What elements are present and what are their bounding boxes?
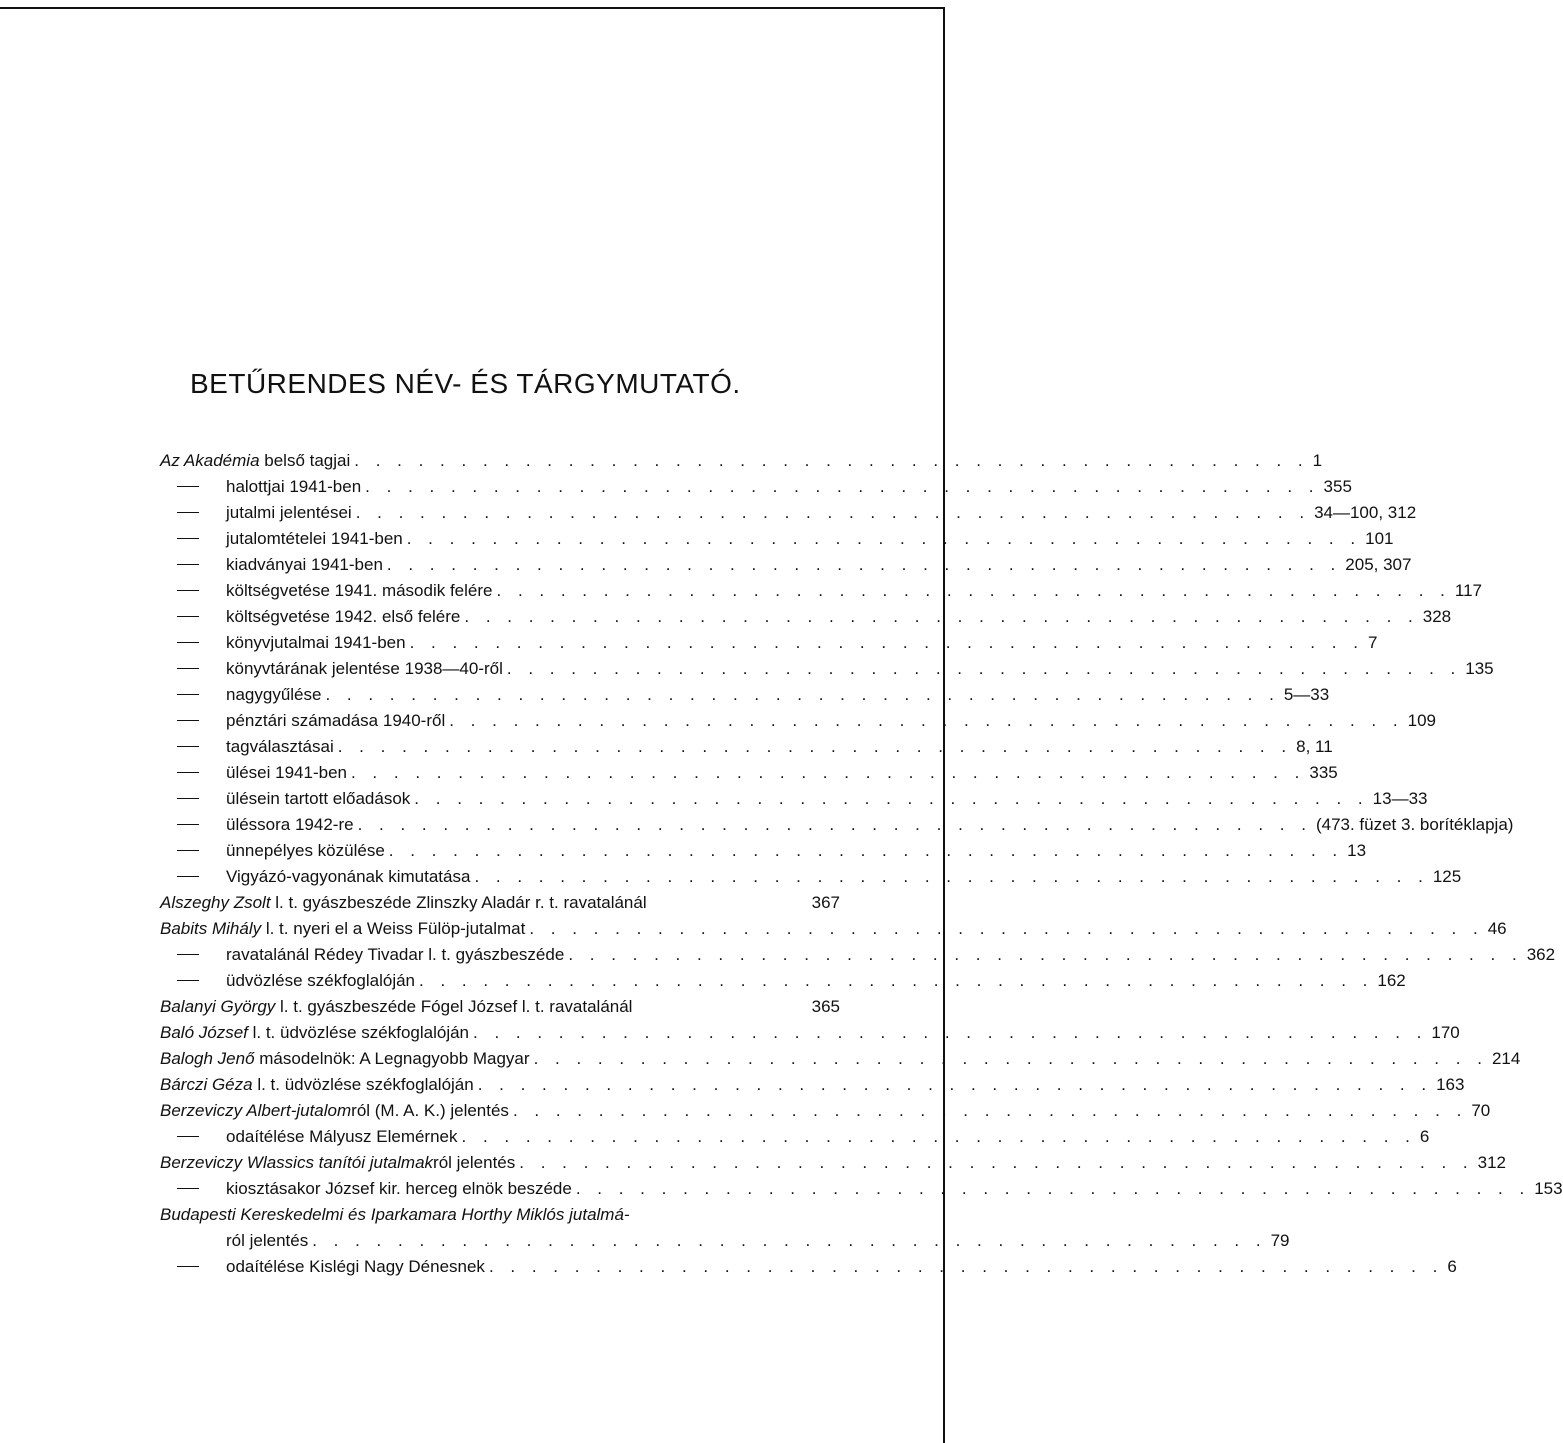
- entry-pages: 135: [1465, 659, 1494, 678]
- entry-text: l. t. gyászbeszéde Fógel József l. t. ravatalánál: [275, 997, 633, 1016]
- ditto-dash: [160, 812, 226, 838]
- ditto-dash: [160, 526, 226, 552]
- ditto-dash: [160, 552, 226, 578]
- index-entry: [160, 994, 840, 1020]
- entry-pages: 6: [1419, 1127, 1430, 1146]
- entry-pages: 367: [811, 893, 840, 912]
- entry-pages: 101: [1365, 529, 1394, 548]
- entry-text: l. t. nyeri el a Weiss Fülöp-jutalmat: [261, 919, 526, 938]
- entry-pages: 362: [1526, 945, 1556, 964]
- entry-text: ról jelentés: [433, 1153, 516, 1172]
- index-subentry: [160, 500, 1417, 526]
- entry-text: könyvjutalmai 1941-ben: [226, 633, 406, 652]
- index-entry: [160, 916, 1507, 942]
- ditto-dash: [160, 656, 226, 682]
- entry-pages: 312: [1477, 1153, 1506, 1172]
- entry-heading: Balanyi György: [160, 997, 276, 1016]
- entry-heading: Babits Mihály: [160, 919, 262, 938]
- dot-leader: . . . . . . . . . . . . . . . . . . . . . . . . . . . . . . . . . . . . . . . . . . . . .: [354, 451, 1309, 470]
- entry-pages: 365: [811, 997, 840, 1016]
- ditto-dash: [160, 604, 226, 630]
- ditto-dash: [160, 500, 226, 526]
- entry-pages: 355: [1323, 477, 1352, 496]
- index-subentry: [160, 942, 1556, 968]
- entry-text: tagválasztásai: [226, 737, 334, 756]
- entry-text: ülésein tartott előadások: [226, 789, 411, 808]
- entry-heading: Alszeghy Zsolt: [160, 893, 271, 912]
- entry-pages: 214: [1491, 1049, 1521, 1068]
- index-subentry: [160, 1176, 1563, 1202]
- entry-text: l. t. üdvözlése székfoglalóján: [247, 1023, 470, 1042]
- index-subentry: [160, 526, 1394, 552]
- entry-text: költségvetése 1941. második felére: [226, 581, 493, 600]
- index-subentry: [160, 760, 1338, 786]
- ditto-dash: [160, 968, 226, 994]
- dot-leader: . . . . . . . . . . . . . . . . . . . . . . . . . . . . . . . . . . . . . . . . . . . . .: [529, 919, 1484, 938]
- ditto-dash: [160, 578, 226, 604]
- dot-leader: . . . . . . . . . . . . . . . . . . . . . . . . . . . . . . . . . . . . . . . . . . . . .: [386, 555, 1342, 574]
- entry-pages: 5—33: [1283, 685, 1330, 704]
- entry-pages: 125: [1432, 867, 1462, 886]
- entry-pages: 117: [1454, 581, 1482, 600]
- dot-leader: . . . . . . . . . . . . . . . . . . . . . . . . . . . . . . . . . . . . . . . . . . . . .: [473, 1023, 1428, 1042]
- entry-pages: 170: [1431, 1023, 1460, 1042]
- entry-text: halottjai 1941-ben: [226, 477, 362, 496]
- index-entry: [160, 1046, 1521, 1072]
- ditto-dash: [160, 734, 226, 760]
- ditto-dash: [160, 1176, 226, 1202]
- index-subentry: [160, 968, 1406, 994]
- index-subentry: [160, 838, 1367, 864]
- dot-leader: . . . . . . . . . . . . . . . . . . . . . . . . . . . . . . . . . . . . . . . . . . . . .: [388, 841, 1344, 860]
- entry-heading: Berzeviczy Wlassics tanítói jutalmak: [160, 1153, 434, 1172]
- dot-leader: . . . . . . . . . . . . . . . . . . . . . . . . . . . . . . . . . . . . . . . . . . . . .: [575, 1179, 1531, 1198]
- index-subentry: [160, 474, 1352, 500]
- dot-leader: . . . . . . . . . . . . . . . . . . . . . . . . . . . . . . . . . . . . . . . . . . . . .: [406, 529, 1362, 548]
- dot-leader: . . . . . . . . . . . . . . . . . . . . . . . . . . . . . . . . . . . . . . . . . . . . .: [357, 815, 1312, 834]
- entry-pages: 13—33: [1372, 789, 1428, 808]
- entry-text: ról jelentés: [226, 1231, 309, 1250]
- ditto-dash: [160, 708, 226, 734]
- index-subentry: [160, 812, 1514, 838]
- entry-text: költségvetése 1942. első felére: [226, 607, 461, 626]
- entry-pages: 335: [1309, 763, 1338, 782]
- index-subentry: [160, 1254, 1457, 1280]
- ditto-dash: [160, 474, 226, 500]
- index-entry: [160, 448, 1323, 474]
- index-subentry: [160, 552, 1412, 578]
- entry-pages: 205, 307: [1345, 555, 1412, 574]
- dot-leader: . . . . . . . . . . . . . . . . . . . . . . . . . . . . . . . . . . . . . . . . . . . . .: [337, 737, 1293, 756]
- entry-heading: Budapesti Kereskedelmi és Iparkamara Horthy Miklós jutalmá-: [160, 1205, 630, 1224]
- entry-text: ravatalánál Rédey Tivadar l. t. gyászbeszéde: [226, 945, 565, 964]
- dot-leader: . . . . . . . . . . . . . . . . . . . . . . . . . . . . . . . . . . . . . . . . . . . . .: [496, 581, 1451, 600]
- entry-heading: Az Akadémia: [160, 451, 260, 470]
- entry-pages: 8, 11: [1296, 737, 1333, 756]
- entry-text: ról (M. A. K.) jelentés: [351, 1101, 509, 1120]
- index-subentry: [160, 604, 1452, 630]
- index-subentry: [160, 864, 1462, 890]
- entry-text: Vigyázó-vagyonának kimutatása: [226, 867, 471, 886]
- index-subentry: [160, 1124, 1430, 1150]
- entry-pages: 13: [1347, 841, 1367, 860]
- dot-leader: . . . . . . . . . . . . . . . . . . . . . . . . . . . . . . . . . . . . . . . . . . . . .: [506, 659, 1462, 678]
- entry-heading: Balogh Jenő: [160, 1049, 255, 1068]
- ditto-dash: [160, 682, 226, 708]
- ditto-dash: [160, 1254, 226, 1280]
- dot-leader: . . . . . . . . . . . . . . . . . . . . . . . . . . . . . . . . . . . . . . . . . . . . .: [355, 503, 1311, 522]
- index-entry: [160, 1150, 1506, 1176]
- entry-pages: 328: [1422, 607, 1452, 626]
- entry-text: jutalmi jelentései: [226, 503, 352, 522]
- entry-pages: 70: [1471, 1101, 1491, 1120]
- entry-text: ünnepélyes közülése: [226, 841, 385, 860]
- index-entry-continuation: [160, 1228, 1290, 1254]
- ditto-dash: [160, 760, 226, 786]
- entry-heading: Bárczi Géza: [160, 1075, 253, 1094]
- entry-pages: 153: [1534, 1179, 1563, 1198]
- dot-leader: . . . . . . . . . . . . . . . . . . . . . . . . . . . . . . . . . . . . . . . . . . . . .: [350, 763, 1306, 782]
- index-subentry: [160, 630, 1378, 656]
- entry-pages: (473. füzet 3. borítéklapja): [1315, 815, 1514, 834]
- entry-pages: 163: [1436, 1075, 1465, 1094]
- ditto-dash: [160, 786, 226, 812]
- dot-leader: . . . . . . . . . . . . . . . . . . . . . . . . . . . . . . . . . . . . . . . . . . . . .: [365, 477, 1320, 496]
- dot-leader: . . . . . . . . . . . . . . . . . . . . . . . . . . . . . . . . . . . . . . . . . . . . .: [449, 711, 1404, 730]
- ditto-dash: [160, 942, 226, 968]
- dot-leader: . . . . . . . . . . . . . . . . . . . . . . . . . . . . . . . . . . . . . . . . . . . . .: [464, 607, 1419, 626]
- entry-text: üdvözlése székfoglalóján: [226, 971, 416, 990]
- index-subentry: [160, 578, 1482, 604]
- entry-text: ülései 1941-ben: [226, 763, 347, 782]
- entry-text: odaítélése Kislégi Nagy Dénesnek: [226, 1257, 485, 1276]
- frame-border-top: [0, 7, 944, 9]
- index-entry: [160, 1098, 1491, 1124]
- entry-pages: 7: [1367, 633, 1378, 652]
- dot-leader: . . . . . . . . . . . . . . . . . . . . . . . . . . . . . . . . . . . . . . . . . . . . .: [474, 867, 1429, 886]
- index-list: [160, 448, 1563, 1280]
- index-subentry: [160, 734, 1333, 760]
- dot-leader: . . . . . . . . . . . . . . . . . . . . . . . . . . . . . . . . . . . . . . . . . . . . .: [461, 1127, 1416, 1146]
- dot-leader: . . . . . . . . . . . . . . . . . . . . . . . . . . . . . . . . . . . . . . . . . . . . .: [533, 1049, 1488, 1068]
- entry-text: másodelnök: A Legnagyobb Magyar: [254, 1049, 530, 1068]
- entry-pages: 79: [1270, 1231, 1290, 1250]
- entry-text: üléssora 1942-re: [226, 815, 354, 834]
- dot-leader: . . . . . . . . . . . . . . . . . . . . . . . . . . . . . . . . . . . . . . . . . . . . .: [414, 789, 1369, 808]
- index-subentry: [160, 708, 1436, 734]
- entry-text: kiadványai 1941-ben: [226, 555, 383, 574]
- entry-text: l. t. gyászbeszéde Zlinszky Aladár r. t. ravatalánál: [270, 893, 647, 912]
- index-subentry: [160, 656, 1494, 682]
- index-entry: [160, 1202, 840, 1228]
- dot-leader: . . . . . . . . . . . . . . . . . . . . . . . . . . . . . . . . . . . . . . . . . . . . .: [568, 945, 1523, 964]
- dot-leader: . . . . . . . . . . . . . . . . . . . . . . . . . . . . . . . . . . . . . . . . . . . . .: [488, 1257, 1444, 1276]
- ditto-dash: [160, 864, 226, 890]
- entry-pages: 34—100, 312: [1314, 503, 1417, 522]
- entry-text: pénztári számadása 1940-ről: [226, 711, 446, 730]
- dot-leader: . . . . . . . . . . . . . . . . . . . . . . . . . . . . . . . . . . . . . . . . . . . . .: [409, 633, 1364, 652]
- entry-text: könyvtárának jelentése 1938—40-ről: [226, 659, 503, 678]
- ditto-dash: [160, 630, 226, 656]
- entry-pages: 162: [1377, 971, 1406, 990]
- dot-leader: . . . . . . . . . . . . . . . . . . . . . . . . . . . . . . . . . . . . . . . . . . . . .: [519, 1153, 1474, 1172]
- entry-pages: 46: [1487, 919, 1507, 938]
- index-subentry: [160, 682, 1330, 708]
- ditto-dash: [160, 838, 226, 864]
- dot-leader: . . . . . . . . . . . . . . . . . . . . . . . . . . . . . . . . . . . . . . . . . . . . .: [419, 971, 1374, 990]
- ditto-dash: [160, 1124, 226, 1150]
- entry-heading: Berzeviczy Albert-jutalom: [160, 1101, 352, 1120]
- dot-leader: . . . . . . . . . . . . . . . . . . . . . . . . . . . . . . . . . . . . . . . . . . . . .: [312, 1231, 1267, 1250]
- index-subentry: [160, 786, 1428, 812]
- entry-pages: 109: [1407, 711, 1436, 730]
- entry-text: jutalomtételei 1941-ben: [226, 529, 403, 548]
- dot-leader: . . . . . . . . . . . . . . . . . . . . . . . . . . . . . . . . . . . . . . . . . . . . .: [477, 1075, 1433, 1094]
- index-entry: [160, 1020, 1460, 1046]
- index-entry: [160, 890, 840, 916]
- entry-text: odaítélése Mályusz Elemérnek: [226, 1127, 458, 1146]
- entry-text: l. t. üdvözlése székfoglalóján: [252, 1075, 474, 1094]
- dot-leader: . . . . . . . . . . . . . . . . . . . . . . . . . . . . . . . . . . . . . . . . . . . . .: [325, 685, 1280, 704]
- index-entry: [160, 1072, 1465, 1098]
- entry-text: belső tagjai: [259, 451, 351, 470]
- entry-pages: 1: [1312, 451, 1323, 470]
- entry-text: kiosztásakor József kir. herceg elnök beszéde: [226, 1179, 572, 1198]
- entry-text: nagygyűlése: [226, 685, 322, 704]
- entry-pages: 6: [1447, 1257, 1457, 1276]
- entry-heading: Baló József: [160, 1023, 248, 1042]
- dot-leader: . . . . . . . . . . . . . . . . . . . . . . . . . . . . . . . . . . . . . . . . . . . . .: [512, 1101, 1468, 1120]
- page-title: BETŰRENDES NÉV- ÉS TÁRGYMUTATÓ.: [190, 368, 741, 399]
